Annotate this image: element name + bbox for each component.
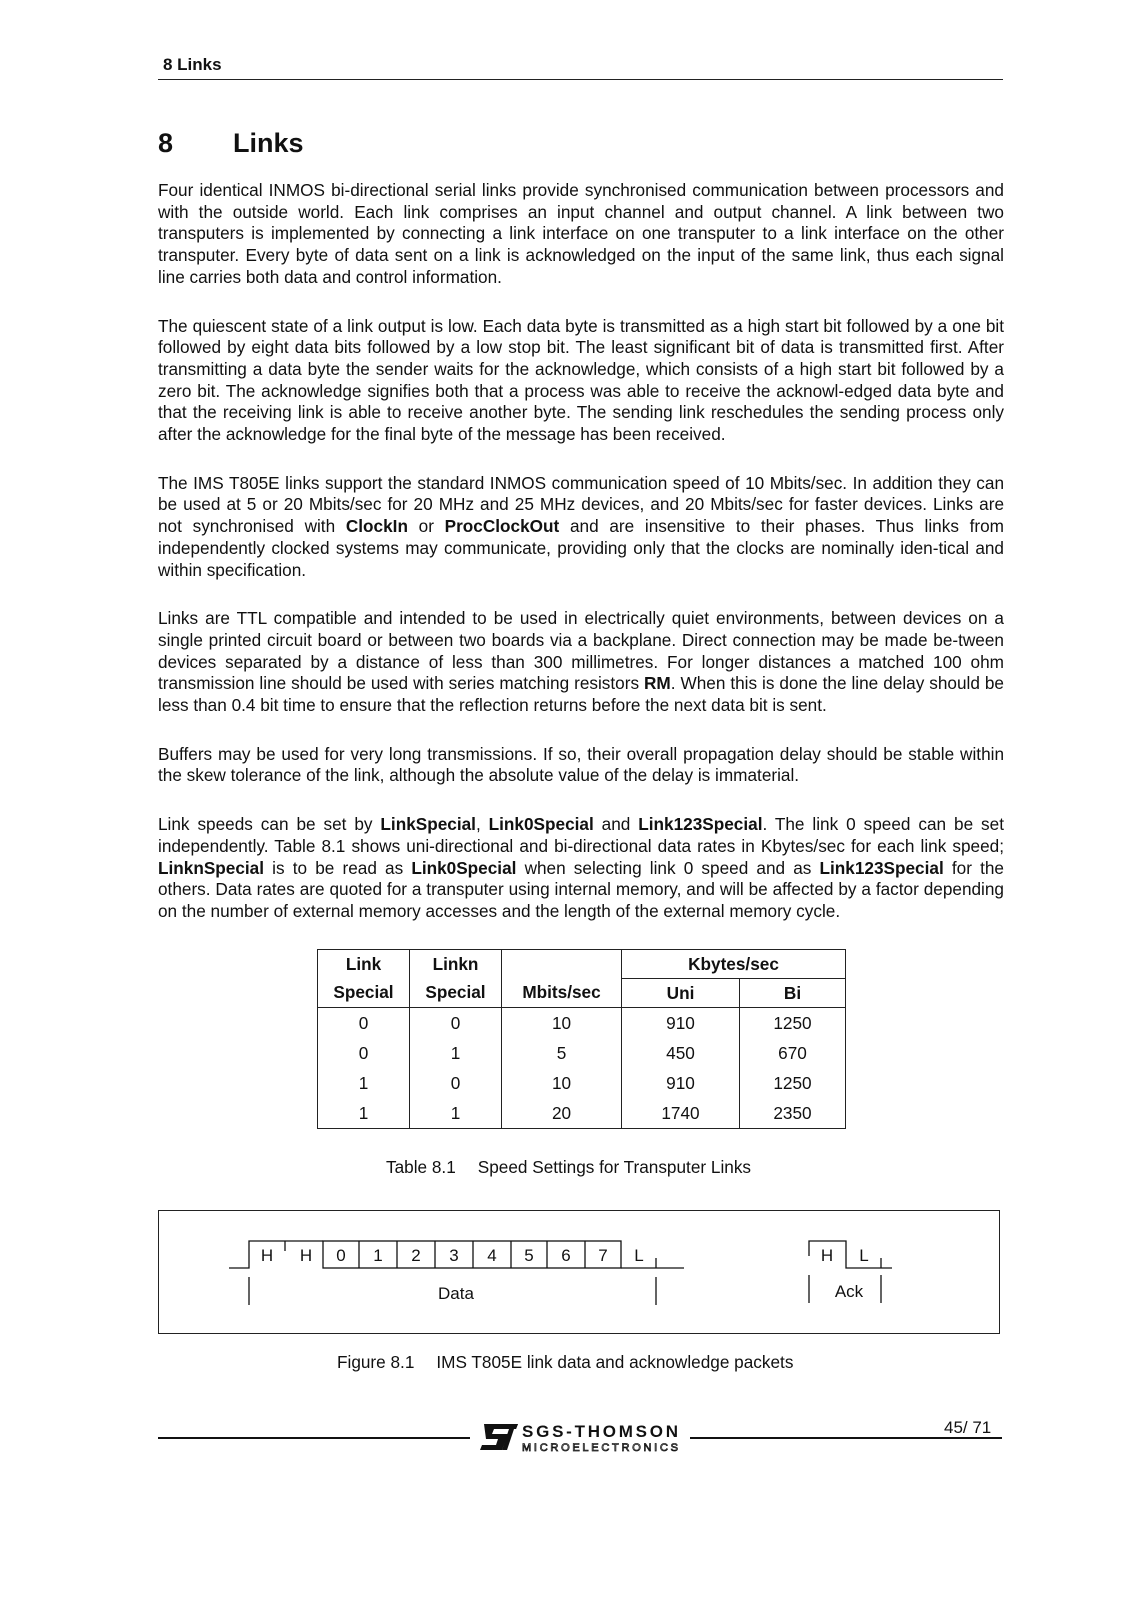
table-cell: 1250 xyxy=(740,1008,846,1039)
st-logo xyxy=(478,1418,683,1456)
paragraph-2: The quiescent state of a link output is low. Each data byte is transmitted as a high start bit followed by a one bit followed by eight data bits followed by a low stop bit. The least significant bit of data is transmitted first. After transmitting a data byte the sender waits for the acknowledge, which consists of a high start bit followed by a zero bit. The acknowledge signifies both that a process was able to receive the acknowl-edged data byte and that the receiving link is able to receive another byte. The sending link reschedules the sending process only after the acknowledge for the final byte of the message has been received. xyxy=(158,315,1004,445)
table-cell: 10 xyxy=(502,1068,622,1098)
text: . The link 0 speed can be set independently. Table 8.1 shows uni-directional and bi-directional data rates in Kbytes/sec for each link speed; xyxy=(158,814,1004,856)
header-text: Link xyxy=(345,953,382,974)
running-header: 8 Links xyxy=(163,55,222,74)
signal-name: Link123Special xyxy=(638,814,763,835)
ack-label: Ack xyxy=(834,1282,864,1301)
table-cell: 0 xyxy=(410,1068,502,1098)
text: , xyxy=(475,814,489,835)
signal-name: Link0Special xyxy=(488,814,594,835)
data-bit-label: H xyxy=(260,1246,274,1265)
table-cell: 1740 xyxy=(622,1098,740,1129)
data-bit-label: 2 xyxy=(411,1246,421,1265)
text: for the others. Data rates are quoted for a transputer using internal memory, and will be affected by a factor depending on the number of external memory accesses and the length of the external memory cycle. xyxy=(158,857,1004,921)
paragraph-3 xyxy=(158,473,1004,582)
header-special: Special xyxy=(318,979,410,1008)
table-cell: 0 xyxy=(410,1008,502,1039)
link-packet-figure xyxy=(158,1210,1000,1334)
signal-name: ClockIn xyxy=(345,516,408,537)
header-mbits: Mbits/sec xyxy=(502,979,622,1008)
speed-settings-table xyxy=(317,949,846,1129)
st-logo-mark xyxy=(478,1418,683,1456)
table-cell: 0 xyxy=(318,1008,410,1039)
data-bit-label: 7 xyxy=(598,1246,608,1265)
page-number: 45/ 71 xyxy=(944,1418,992,1437)
signal-name: LinkSpecial xyxy=(380,814,476,835)
table-row xyxy=(318,1008,846,1039)
figure-caption xyxy=(337,1352,793,1373)
table-cell: 1 xyxy=(318,1098,410,1129)
table-cell: 1 xyxy=(410,1098,502,1129)
text: is to be read as xyxy=(264,857,412,878)
signal-name: RM xyxy=(644,673,671,694)
table-cell: 1 xyxy=(410,1038,502,1068)
data-bit-label: 1 xyxy=(373,1246,383,1265)
data-bit-label: 3 xyxy=(449,1246,459,1265)
ack-bit-label: L xyxy=(859,1246,869,1265)
data-bit-label: 6 xyxy=(561,1246,571,1265)
table-cell: 10 xyxy=(502,1008,622,1039)
header-link-special xyxy=(318,950,410,979)
table-cell: 450 xyxy=(622,1038,740,1068)
header-linkn-special xyxy=(410,950,502,979)
header-blank xyxy=(502,950,622,979)
data-bit-label: 4 xyxy=(487,1246,497,1265)
logo-subtext: MICROELECTRONICS xyxy=(522,1442,678,1454)
header-special: Special xyxy=(410,979,502,1008)
paragraph-4 xyxy=(158,608,1004,717)
table-cell: 20 xyxy=(502,1098,622,1129)
table-caption xyxy=(386,1157,751,1178)
signal-name: ProcClockOut xyxy=(444,516,560,537)
table-cell: 1 xyxy=(318,1068,410,1098)
data-bit-label: 0 xyxy=(336,1246,346,1265)
table-cell: 2350 xyxy=(740,1098,846,1129)
data-bit-label: L xyxy=(634,1246,644,1265)
header-text: Linkn xyxy=(432,953,479,974)
caption-label: Figure 8.1 xyxy=(337,1352,415,1372)
data-label: Data xyxy=(438,1284,474,1303)
table-row xyxy=(318,1038,846,1068)
text: and are insensitive to their phases. Thus links from independently clocked systems may communicate, providing only that the clocks are nominally iden-tical and within specification. xyxy=(158,516,1004,580)
signal-name: Link123Special xyxy=(819,857,944,878)
logo-text: SGS-THOMSON xyxy=(522,1422,678,1441)
table-cell: 1250 xyxy=(740,1068,846,1098)
text: Link speeds can be set by xyxy=(158,814,381,835)
body-text xyxy=(158,180,1004,950)
header-rule xyxy=(158,79,1003,80)
section-number: 8 xyxy=(158,128,174,158)
text: . When this is done the line delay should be less than 0.4 bit time to ensure that the reflection returns before the next data bit is sent. xyxy=(158,673,1004,716)
paragraph-1: Four identical INMOS bi-directional serial links provide synchronised communication between processors and with the outside world. Each link comprises an input channel and output channel. A link between two transputers is implemented by connecting a link interface on one transputer to a link interface on the other transputer. Every byte of data sent on a link is acknowledged on the input of the same link, thus each signal line carries both data and control information. xyxy=(158,180,1004,287)
data-bit-label: H xyxy=(299,1246,313,1265)
text: and xyxy=(593,814,639,835)
paragraph-6 xyxy=(158,814,1004,923)
footer-rule-left xyxy=(158,1437,470,1439)
caption-text: Speed Settings for Transputer Links xyxy=(477,1157,752,1177)
text: or xyxy=(407,516,445,537)
section-title xyxy=(158,128,304,159)
data-bits-box xyxy=(323,1241,621,1268)
table-row xyxy=(318,1068,846,1098)
data-bit-label: 5 xyxy=(524,1246,534,1265)
caption-label: Table 8.1 xyxy=(386,1157,456,1177)
table-cell: 670 xyxy=(740,1038,846,1068)
paragraph-5: Buffers may be used for very long transmissions. If so, their overall propagation delay should be stable within the skew tolerance of the link, although the absolute value of the delay is immaterial. xyxy=(158,743,1004,786)
header-kbytes: Kbytes/sec xyxy=(622,950,846,979)
ack-bit-label: H xyxy=(820,1246,834,1265)
header-uni: Uni xyxy=(622,979,740,1008)
table-cell: 5 xyxy=(502,1038,622,1068)
packet-diagram xyxy=(159,1211,1001,1335)
text: when selecting link 0 speed and as xyxy=(516,857,820,878)
header-bi: Bi xyxy=(740,979,846,1008)
table-row xyxy=(318,1098,846,1129)
signal-name: Link0Special xyxy=(411,857,517,878)
text: Links are TTL compatible and intended to be used in electrically quiet environments, between devices on a single printed circuit board or between two boards via a backplane. Direct connection may be made be-tween devices separated by a distance of less than 300 millimetres. For longer distances a matched 100 ohm transmission line should be used with series matching resistors xyxy=(158,608,1004,694)
text: The IMS T805E links support the standard INMOS communication speed of 10 Mbits/sec. In addition they can be used at 5 or 20 Mbits/sec for 20 MHz and 25 MHz devices, and 20 Mbits/sec for faster devices. Links are not synchronised with xyxy=(158,472,1004,537)
table-cell: 910 xyxy=(622,1008,740,1039)
caption-text: IMS T805E link data and acknowledge packets xyxy=(436,1352,794,1372)
signal-name: LinknSpecial xyxy=(158,857,265,878)
table-cell: 0 xyxy=(318,1038,410,1068)
table-cell: 910 xyxy=(622,1068,740,1098)
section-title-text: Links xyxy=(233,128,304,158)
